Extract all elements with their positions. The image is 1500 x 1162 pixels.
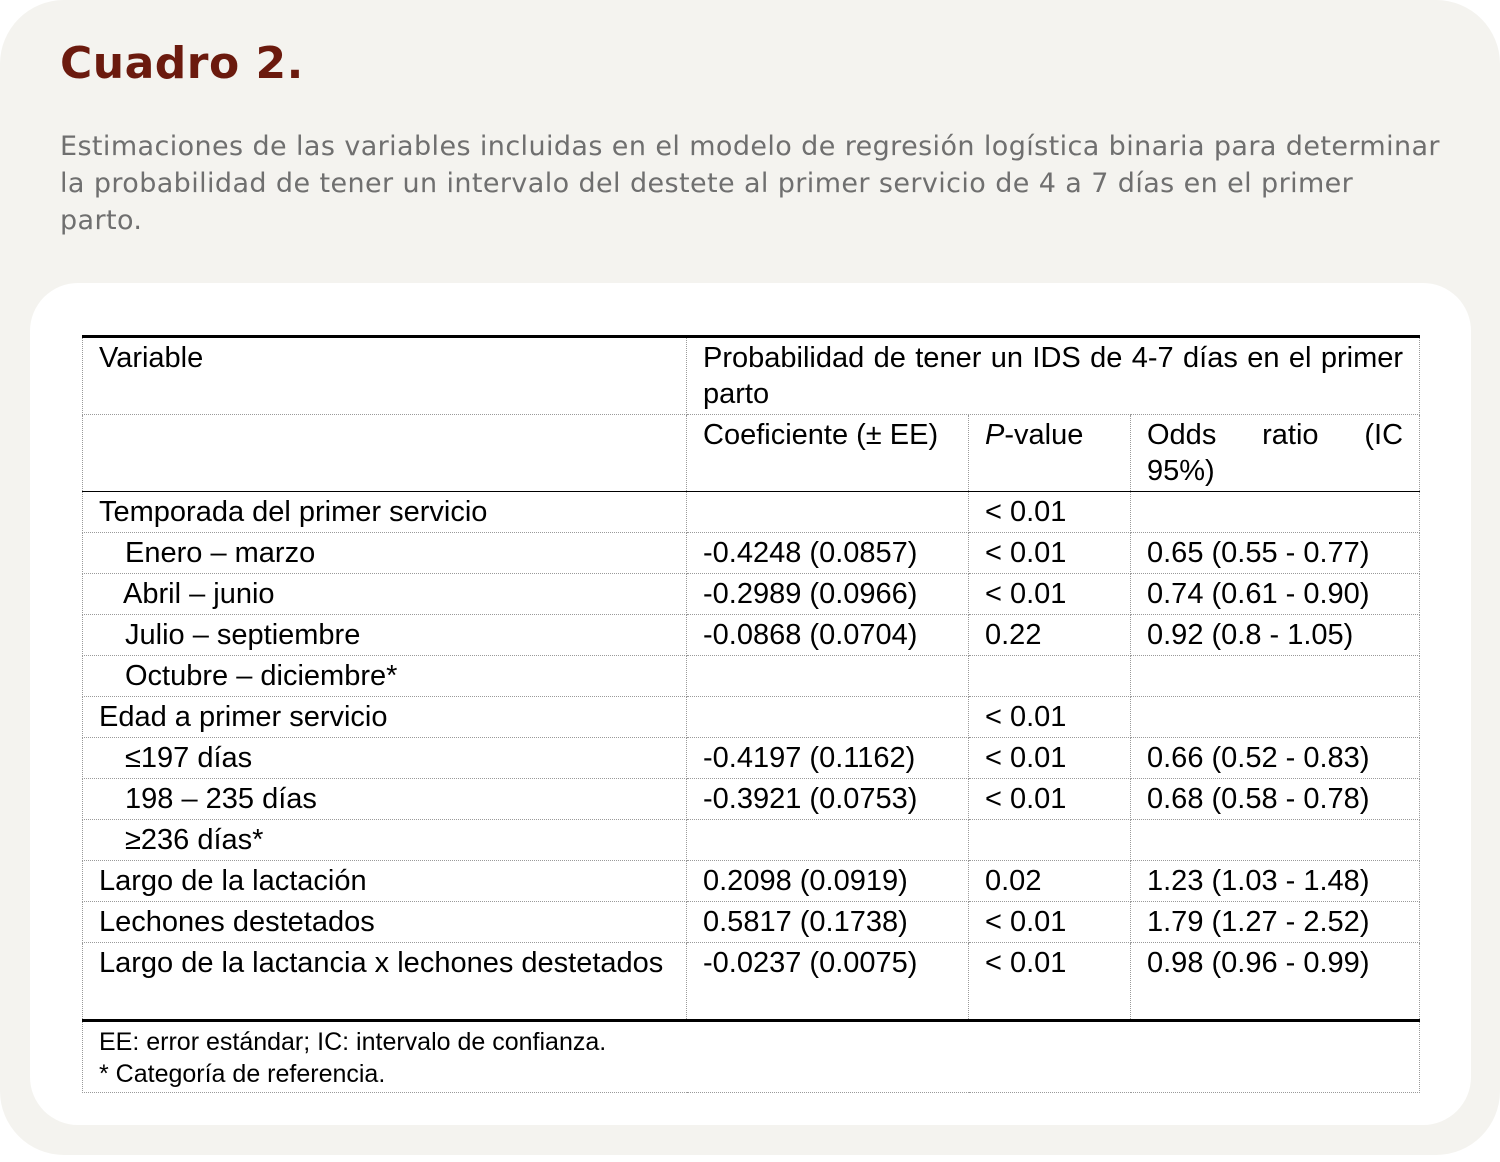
header-coef: Coeficiente (± EE)	[687, 415, 969, 492]
cell-pvalue: 0.22	[969, 615, 1131, 656]
table-row	[83, 820, 1420, 861]
header-variable: Variable	[83, 337, 687, 415]
cell-odds: 0.74 (0.61 - 0.90)	[1131, 574, 1420, 615]
cell-odds: 0.92 (0.8 - 1.05)	[1131, 615, 1420, 656]
regression-table	[82, 335, 1420, 1093]
cell-pvalue	[969, 656, 1131, 697]
cell-odds	[1131, 492, 1420, 533]
cell-variable: Edad a primer servicio	[83, 697, 687, 738]
cell-variable: Octubre – diciembre*	[83, 656, 687, 697]
table-row	[83, 738, 1420, 779]
table-row	[83, 943, 1420, 1021]
cell-pvalue	[969, 820, 1131, 861]
cell-odds	[1131, 656, 1420, 697]
cell-odds: 1.79 (1.27 - 2.52)	[1131, 902, 1420, 943]
table-row	[83, 574, 1420, 615]
table-caption: Estimaciones de las variables incluidas en el modelo de regresión logística binaria para determinar la probabilidad de tener un intervalo del destete al primer servicio de 4 a 7 días en el primer parto.	[60, 131, 1440, 236]
header-row-2	[83, 415, 1420, 492]
cell-coef	[687, 492, 969, 533]
table-title: Cuadro 2.	[60, 38, 304, 89]
cell-coef: -0.0868 (0.0704)	[687, 615, 969, 656]
cell-odds	[1131, 697, 1420, 738]
cell-coef: -0.4248 (0.0857)	[687, 533, 969, 574]
cell-variable: ≥236 días*	[83, 820, 687, 861]
cell-variable: Lechones destetados	[83, 902, 687, 943]
cell-variable: Abril – junio	[83, 574, 687, 615]
table-row	[83, 697, 1420, 738]
table-row	[83, 492, 1420, 533]
cell-pvalue: < 0.01	[969, 574, 1131, 615]
cell-coef: 0.5817 (0.1738)	[687, 902, 969, 943]
table-row	[83, 533, 1420, 574]
cell-coef	[687, 656, 969, 697]
cell-pvalue: < 0.01	[969, 697, 1131, 738]
header-pvalue	[969, 415, 1131, 492]
cell-odds: 0.98 (0.96 - 0.99)	[1131, 943, 1420, 1021]
cell-pvalue: < 0.01	[969, 492, 1131, 533]
cell-variable: Julio – septiembre	[83, 615, 687, 656]
cell-coef: 0.2098 (0.0919)	[687, 861, 969, 902]
cell-variable: Largo de la lactancia x lechones destetados	[83, 943, 687, 1021]
header-group: Probabilidad de tener un IDS de 4-7 días en el primer parto	[687, 337, 1420, 415]
table-row	[83, 861, 1420, 902]
cell-odds: 0.68 (0.58 - 0.78)	[1131, 779, 1420, 820]
note-reference: * Categoría de referencia.	[99, 1060, 386, 1088]
cell-variable: 198 – 235 días	[83, 779, 687, 820]
cell-variable: Temporada del primer servicio	[83, 492, 687, 533]
cell-pvalue: < 0.01	[969, 943, 1131, 1021]
cell-odds: 0.66 (0.52 - 0.83)	[1131, 738, 1420, 779]
table-notes	[83, 1021, 1420, 1093]
cell-pvalue: 0.02	[969, 861, 1131, 902]
cell-odds: 1.23 (1.03 - 1.48)	[1131, 861, 1420, 902]
table-row	[83, 779, 1420, 820]
header-empty-cell	[83, 415, 687, 492]
cell-variable: ≤197 días	[83, 738, 687, 779]
header-row-1	[83, 337, 1420, 415]
header-pvalue-rest: -value	[1004, 419, 1084, 451]
cell-coef	[687, 820, 969, 861]
cell-variable: Largo de la lactación	[83, 861, 687, 902]
cell-coef: -0.0237 (0.0075)	[687, 943, 969, 1021]
cell-coef: -0.2989 (0.0966)	[687, 574, 969, 615]
cell-pvalue: < 0.01	[969, 902, 1131, 943]
cell-coef: -0.4197 (0.1162)	[687, 738, 969, 779]
cell-pvalue: < 0.01	[969, 533, 1131, 574]
cell-odds: 0.65 (0.55 - 0.77)	[1131, 533, 1420, 574]
note-abbreviations: EE: error estándar; IC: intervalo de confianza.	[99, 1028, 607, 1056]
header-odds: Odds ratio (IC 95%)	[1131, 415, 1420, 492]
table-row	[83, 902, 1420, 943]
cell-pvalue: < 0.01	[969, 738, 1131, 779]
cell-coef	[687, 697, 969, 738]
cell-pvalue: < 0.01	[969, 779, 1131, 820]
table-row	[83, 615, 1420, 656]
table-row	[83, 656, 1420, 697]
cell-variable: Enero – marzo	[83, 533, 687, 574]
cell-odds	[1131, 820, 1420, 861]
header-pvalue-italic: P	[985, 419, 1005, 451]
cell-coef: -0.3921 (0.0753)	[687, 779, 969, 820]
table-notes-row	[83, 1021, 1420, 1093]
